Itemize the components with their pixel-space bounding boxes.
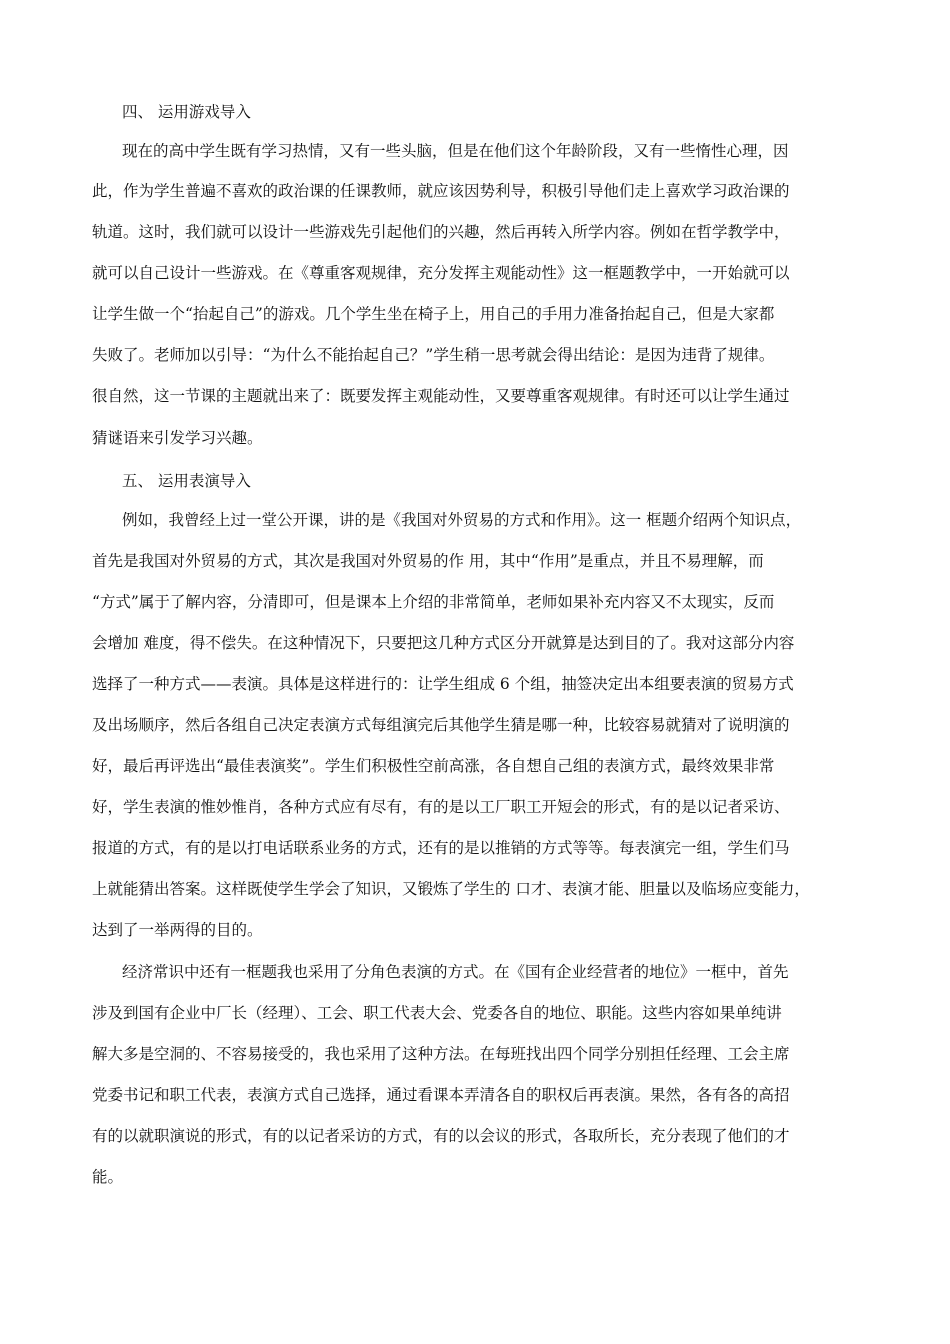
paragraph-line: 有的以就职演说的形式，有的以记者采访的方式，有的以会议的形式，各取所长，充分表现了他们的才 — [92, 1127, 790, 1145]
paragraph-line: 好，最后再评选出“最佳表演奖”。学生们积极性空前高涨，各自想自己组的表演方式，最终效果非常 — [92, 757, 775, 775]
paragraph-line: 经济常识中还有一框题我也采用了分角色表演的方式。在《国有企业经营者的地位》一框中，首先 — [122, 963, 789, 981]
paragraph-line: 达到了一举两得的目的。 — [92, 921, 263, 939]
paragraph-line: 失败了。老师加以引导：“为什么不能抬起自己？”学生稍一思考就会得出结论：是因为违背了规律。 — [92, 346, 775, 364]
section-4-heading: 四、 运用游戏导入 — [122, 103, 251, 121]
paragraph-line: 此，作为学生普遍不喜欢的政治课的任课教师，就应该因势利导，积极引导他们走上喜欢学习政治课的 — [92, 182, 790, 200]
paragraph-line: 选择了一种方式——表演。具体是这样进行的：让学生组成 6 个组，抽签决定出本组要表演的贸易方式 — [92, 675, 794, 693]
paragraph-line: 首先是我国对外贸易的方式，其次是我国对外贸易的作 用，其中“作用”是重点，并且不易理解，而 — [92, 552, 764, 570]
paragraph-line: 猜谜语来引发学习兴趣。 — [92, 429, 263, 447]
paragraph-line: 轨道。这时，我们就可以设计一些游戏先引起他们的兴趣，然后再转入所学内容。例如在哲学教学中， — [92, 223, 790, 241]
paragraph-line: 党委书记和职工代表，表演方式自己选择，通过看课本弄清各自的职权后再表演。果然，各有各的高招 — [92, 1086, 790, 1104]
paragraph-line: 很自然，这一节课的主题就出来了：既要发挥主观能动性，又要尊重客观规律。有时还可以让学生通过 — [92, 387, 790, 405]
paragraph-line: 现在的高中学生既有学习热情，又有一些头脑，但是在他们这个年龄阶段，又有一些惰性心理，因 — [122, 142, 789, 160]
paragraph-line: 能。 — [92, 1168, 124, 1186]
paragraph-line: 会增加 难度，得不偿失。在这种情况下，只要把这几种方式区分开就算是达到目的了。我对这部分内容 — [92, 634, 795, 652]
paragraph-line: 例如，我曾经上过一堂公开课，讲的是《我国对外贸易的方式和作用》。这一 框题介绍两个知识点， — [122, 511, 802, 529]
paragraph-line: 就可以自己设计一些游戏。在《尊重客观规律，充分发挥主观能动性》这一框题教学中，一开始就可以 — [92, 264, 790, 282]
section-5-heading: 五、 运用表演导入 — [122, 472, 251, 490]
paragraph-line: 报道的方式，有的是以打电话联系业务的方式，还有的是以推销的方式等等。每表演完一组，学生们马 — [92, 839, 790, 857]
paragraph-line: 涉及到国有企业中厂长（经理）、工会、职工代表大会、党委各自的地位、职能。这些内容如果单纯讲 — [92, 1004, 782, 1022]
paragraph-line: 好，学生表演的惟妙惟肖，各种方式应有尽有，有的是以工厂职工开短会的形式，有的是以记者采访、 — [92, 798, 790, 816]
paragraph-line: 及出场顺序，然后各组自己决定表演方式每组演完后其他学生猜是哪一种，比较容易就猜对了说明演的 — [92, 716, 790, 734]
paragraph-line: 上就能猜出答案。这样既使学生学会了知识，又锻炼了学生的 口才、表演才能、胆量以及临场应变能力， — [92, 880, 810, 898]
paragraph-line: “方式”属于了解内容，分清即可，但是课本上介绍的非常简单，老师如果补充内容又不太现实，反而 — [92, 593, 775, 611]
paragraph-line: 让学生做一个“抬起自己”的游戏。几个学生坐在椅子上，用自己的手用力准备抬起自己，但是大家都 — [92, 305, 775, 323]
paragraph-line: 解大多是空洞的、不容易接受的，我也采用了这种方法。在每班找出四个同学分别担任经理、工会主席 — [92, 1045, 790, 1063]
